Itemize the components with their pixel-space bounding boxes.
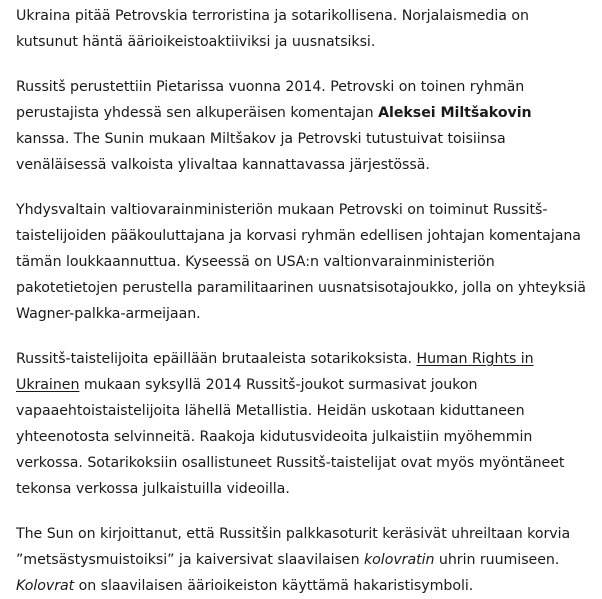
paragraph-3 <box>16 197 586 327</box>
kolovrat-italic: Kolovrat <box>16 578 75 594</box>
person-name-bold: Aleksei Miltšakovin <box>378 105 532 121</box>
paragraph-2 <box>16 74 586 178</box>
kolovratin-italic: kolovratin <box>364 552 435 568</box>
paragraph-3-text: Yhdysvaltain valtiovarainministeriön mukaan Petrovski on toiminut Russitš-taistelijoiden pääkouluttajana ja korvasi ryhmän edellisen johtajan komentajana tämän loukkaannuttua. Kyseessä on USA:n valtionvarainministeriön pakotetietojen perustella paramilitaarinen uusnatsisotajoukko, jolla on yhteyksiä Wagner-palkka-armeijaan. <box>16 202 586 322</box>
human-rights-in-ukraine-link[interactable]: Human Rights in Ukrainen <box>16 351 534 393</box>
paragraph-4-text-start: Russitš-taistelijoita epäillään brutaaleista sotarikoksista. <box>16 351 417 367</box>
paragraph-2-text-end: kanssa. The Sunin mukaan Miltšakov ja Petrovski tutustuivat toisiinsa venäläisessä valkoista ylivaltaa kannattavassa järjestössä. <box>16 131 506 173</box>
paragraph-2-text-start: Russitš perustettiin Pietarissa vuonna 2014. Petrovski on toinen ryhmän perustajista yhdessä sen alkuperäisen komentajan <box>16 79 525 121</box>
paragraph-1 <box>16 3 586 55</box>
paragraph-5-text-a: The Sun on kirjoittanut, että Russitšin palkkasoturit keräsivät uhreiltaan korvia ”metsästysmuistoiksi” ja kaiversivat slaavilaisen <box>16 526 571 568</box>
paragraph-5-text-b: uhrin ruumiseen. <box>434 552 560 568</box>
paragraph-4 <box>16 346 586 502</box>
paragraph-1-text: Ukraina pitää Petrovskia terroristina ja sotarikollisena. Norjalaismedia on kutsunut häntä äärioikeistoaktiiviksi ja uusnatsiksi. <box>16 8 529 50</box>
paragraph-5-text-c: on slaavilaisen äärioikeiston käyttämä hakaristisymboli. <box>74 578 474 594</box>
paragraph-4-text-end: mukaan syksyllä 2014 Russitš-joukot surmasivat joukon vapaaehtoistaistelijoita lähellä Metallistia. Heidän uskotaan kiduttaneen yhteenotosta selvinneitä. Raakoja kidutusvideoita julkaistiin myöhemmin verkossa. Sotarikoksiin osallistuneet Russitš-taistelijat ovat myös myöntäneet tekonsa verkossa julkaistuilla videoilla. <box>16 377 565 497</box>
paragraph-5 <box>16 521 586 599</box>
